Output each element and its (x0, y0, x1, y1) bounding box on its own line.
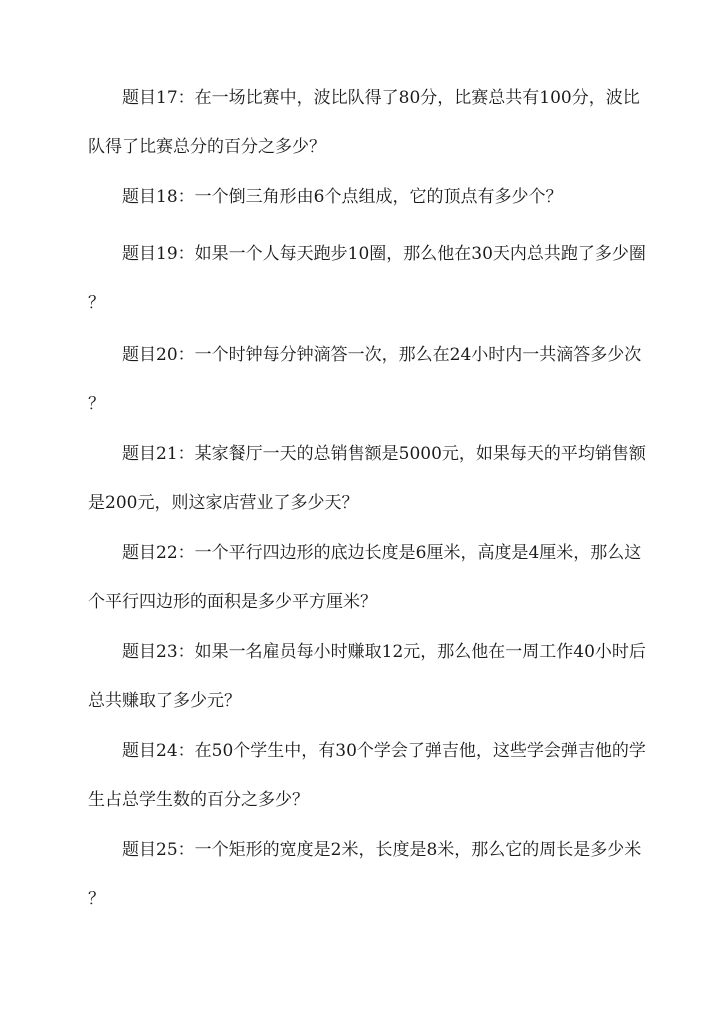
question-22-line-1: 题目22：一个平行四边形的底边长度是6厘米，高度是4厘米，那么这 (122, 543, 642, 563)
question-17-line-2: 队得了比赛总分的百分之多少？ (88, 137, 326, 157)
question-20 (88, 331, 642, 429)
question-22 (88, 529, 642, 627)
question-25-line-1: 题目25：一个矩形的宽度是2米，长度是8米，那么它的周长是多少米 (122, 840, 642, 860)
question-18-line-1: 题目18：一个倒三角形由6个点组成，它的顶点有多少个？ (122, 187, 563, 207)
question-21-line-2: 是200元，则这家店营业了多少天？ (88, 493, 359, 513)
question-21 (88, 430, 646, 528)
question-24 (88, 727, 646, 825)
question-20-line-2: ？ (88, 394, 105, 414)
question-23-line-1: 题目23：如果一名雇员每小时赚取12元，那么他在一周工作40小时后 (122, 642, 646, 662)
question-17-line-1: 题目17：在一场比赛中，波比队得了80分，比赛总共有100分，波比 (122, 88, 640, 108)
question-19 (88, 230, 646, 328)
question-19-line-2: ？ (88, 293, 105, 313)
question-25-line-2: ？ (88, 889, 105, 909)
question-24-line-1: 题目24：在50个学生中，有30个学会了弹吉他，这些学会弹吉他的学 (122, 741, 646, 761)
question-21-line-1: 题目21：某家餐厅一天的总销售额是5000元，如果每天的平均销售额 (122, 444, 646, 464)
question-25 (88, 826, 642, 924)
question-17 (88, 74, 640, 172)
question-20-line-1: 题目20：一个时钟每分钟滴答一次，那么在24小时内一共滴答多少次 (122, 345, 642, 365)
question-23 (88, 628, 646, 726)
question-18 (88, 173, 636, 222)
question-19-line-1: 题目19：如果一个人每天跑步10圈，那么他在30天内总共跑了多少圈 (122, 244, 646, 264)
question-24-line-2: 生占总学生数的百分之多少？ (88, 790, 309, 810)
question-23-line-2: 总共赚取了多少元？ (88, 691, 241, 711)
question-22-line-2: 个平行四边形的面积是多少平方厘米？ (88, 592, 377, 612)
